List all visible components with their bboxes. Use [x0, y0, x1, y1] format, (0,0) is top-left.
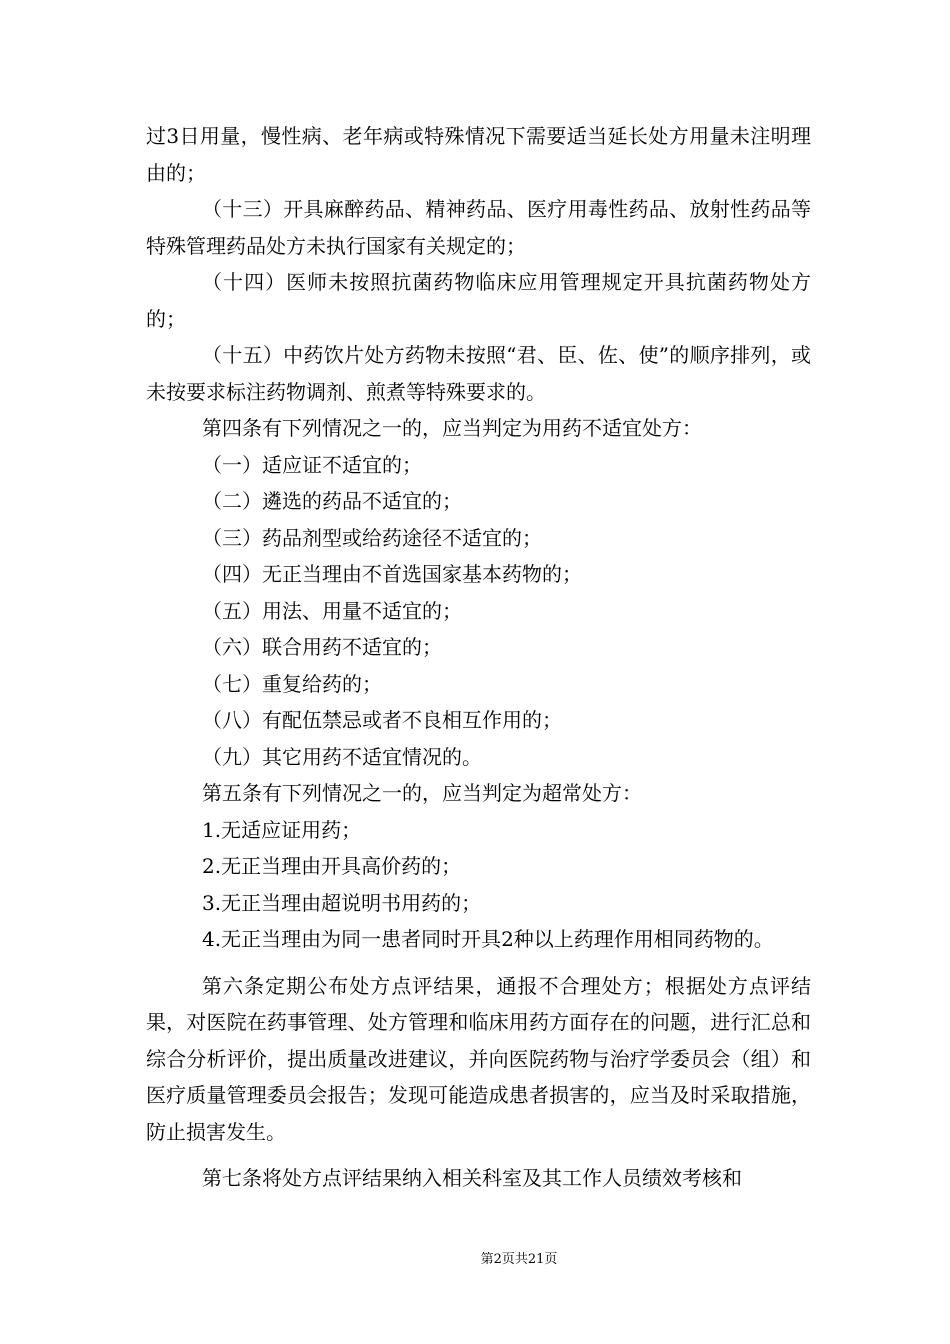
- list-item: 2.无正当理由开具高价药的；: [202, 854, 462, 878]
- paragraph-article-5: 第五条有下列情况之一的，应当判定为超常处方：: [202, 781, 642, 805]
- paragraph-item-15: （十五）中药饮片处方药物未按照“君、臣、佐、使”的顺序排列，或未按要求标注药物调剂、煎煮等特殊要求的。: [146, 343, 811, 404]
- list-item: 1.无适应证用药；: [202, 817, 362, 842]
- list-item: （二）遴选的药品不适宜的；: [202, 489, 462, 513]
- list-item: （六）联合用药不适宜的；: [202, 635, 442, 659]
- paragraph-item-13: （十三）开具麻醉药品、精神药品、医疗用毒性药品、放射性药品等特殊管理药品处方未执行国家有关规定的；: [146, 197, 811, 258]
- list-item: （五）用法、用量不适宜的；: [202, 598, 462, 623]
- list-item: （四）无正当理由不首选国家基本药物的；: [202, 562, 582, 586]
- list-item: （八）有配伍禁忌或者不良相互作用的；: [202, 708, 562, 732]
- list-item: 3.无正当理由超说明书用药的；: [202, 890, 482, 915]
- list-item: （七）重复给药的；: [202, 671, 382, 696]
- paragraph-article-6: 第六条定期公布处方点评结果，通报不合理处方；根据处方点评结果，对医院在药事管理、处方管理和临床用药方面存在的问题，进行汇总和综合分析评价，提出质量改进建议，并向医院药物与治疗学委员会（组）和医疗质量管理委员会报告；发现可能造成患者损害的，应当及时采取措施，防止损害发生。: [146, 973, 811, 1144]
- list-item: （一）适应证不适宜的；: [202, 452, 422, 477]
- page-number-footer: 第2页共21页: [480, 1252, 558, 1267]
- paragraph-continuation: 过3日用量，慢性病、老年病或特殊情况下需要适当延长处方用量未注明理由的；: [146, 124, 811, 185]
- paragraph-article-4: 第四条有下列情况之一的，应当判定为用药不适宜处方：: [202, 416, 702, 440]
- paragraph-item-14: （十四）医师未按照抗菌药物临床应用管理规定开具抗菌药物处方的；: [146, 270, 811, 331]
- list-item: （三）药品剂型或给药途径不适宜的；: [202, 525, 542, 550]
- list-item: （九）其它用药不适宜情况的。: [202, 744, 482, 769]
- document-body: [146, 118, 811, 1197]
- paragraph-article-7: 第七条将处方点评结果纳入相关科室及其工作人员绩效考核和: [202, 1166, 742, 1190]
- list-item: 4.无正当理由为同一患者同时开具2种以上药理作用相同药物的。: [202, 927, 774, 951]
